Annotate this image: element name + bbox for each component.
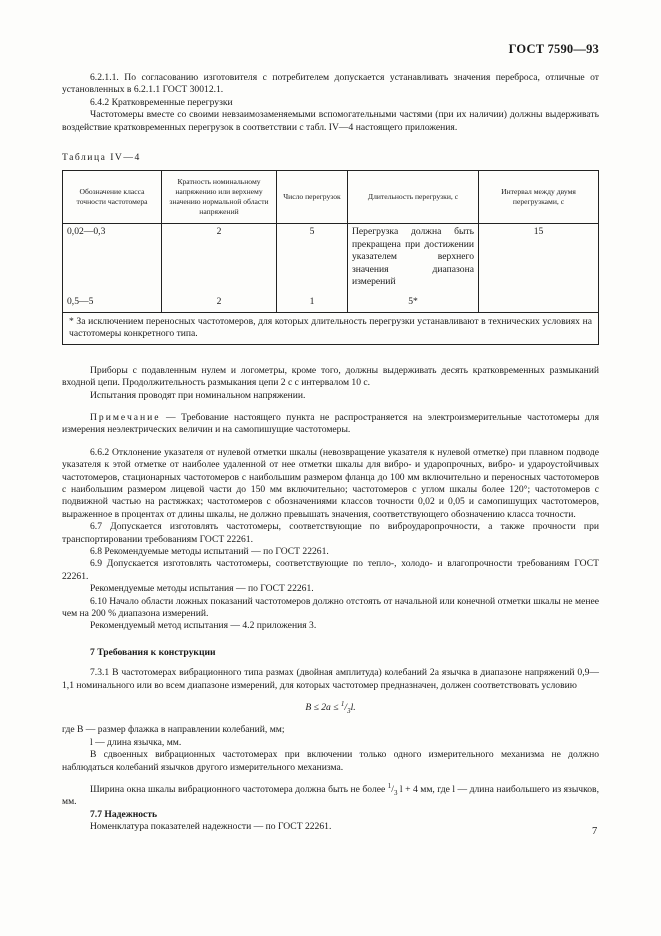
note-label: Примечание — [90, 411, 161, 423]
formula-numerator: 1 — [340, 699, 345, 708]
paragraph-7-7: Номенклатура показателей надежности — по ГОСТ 22261. — [90, 821, 332, 833]
heading-6-4-2: 6.4.2 Кратковременные перегрузки — [90, 96, 233, 108]
cell-count: 1 — [277, 290, 348, 312]
paragraph-test-voltage: Испытания проводят при номинальном напряжении. — [90, 389, 306, 401]
table-footnote-row — [63, 312, 599, 344]
paragraph-window-width: Ширина окна шкалы вибрационного частотомера должна быть не более $^1/_3$ l + 4 мм, где l — длина наибольшего из язычков, мм. — [62, 781, 599, 808]
cell-interval — [479, 290, 599, 312]
table-footnote: * За исключением переносных частотомеров, для которых длительность перегрузки устанавливают в технических условиях на частотомеры конкретного типа. — [63, 312, 599, 344]
formula-right: l. — [350, 702, 356, 714]
note-text: — Требование настоящего пункта не распространяется на электроизмерительные частотомеры для измерения неэлектрических величин и на самопишущие частотомеры. — [62, 411, 599, 436]
where-b: где B — размер флажка в направлении колебаний, мм; — [62, 724, 285, 736]
paragraph-logometers: Приборы с подавленным нулем и логометры, кроме того, должны выдерживать десять кратковременных размыканий входной цепи. Продолжительность размыкания цепи 2 с с интервалом 10 с. — [62, 364, 599, 389]
table-iv-4 — [62, 170, 599, 344]
where-l: l — длина язычка, мм. — [90, 736, 182, 748]
cell-class: 0,02—0,3 — [63, 224, 162, 291]
cell-count: 5 — [277, 224, 348, 291]
paragraph-6-8: 6.8 Рекомендуемые методы испытаний — по ГОСТ 22261. — [90, 545, 329, 557]
formula-left: B ≤ 2a ≤ — [305, 702, 341, 714]
cell-duration: Перегрузка должна быть прекращена при достижении указателем верхнего значения диапазона измерений — [348, 224, 479, 291]
page-number: 7 — [592, 826, 598, 837]
paragraph-double-meters: В сдвоенных вибрационных частотомерах при включении только одного измерительного механизма не должно наблюдаться колебаний язычков другого измерительного механизма. — [62, 749, 599, 773]
table-caption: Таблица IV—4 — [62, 152, 141, 164]
col-multiplicity: Кратность номинальному напряжению или верхнему значению нормальной области напряжений — [162, 171, 277, 224]
formula: $B \le 2a \le ^1/_3l$. — [305, 699, 356, 715]
page-content — [62, 72, 599, 834]
paragraph-6-10-method: Рекомендуемый метод испытания — 4.2 приложения 3. — [90, 620, 317, 632]
col-overload-duration: Длительность перегрузки, с — [348, 171, 479, 224]
cell-multiplicity: 2 — [162, 224, 277, 291]
table-row — [63, 290, 599, 312]
paragraph-6-10: 6.10 Начало области ложных показаний частотомеров должно отстоять от начальной или конечной отметки шкалы не менее чем на 200 % диапазона измерений. — [62, 595, 599, 619]
paragraph-6-2-1-1: 6.2.1.1. По согласованию изготовителя с потребителем допускается устанавливать значения переброса, отличные от установленных в 6.2.1.1 ГОСТ 30012.1. — [62, 72, 599, 96]
width-numerator: 1 — [387, 781, 392, 790]
col-accuracy-class: Обозначение класса точности частотомера — [63, 171, 162, 224]
window-width-a: Ширина окна шкалы вибрационного частотомера должна быть не более — [90, 784, 388, 796]
paragraph-overloads: Частотомеры вместе со своими невзаимозаменяемыми вспомогательными частями (при их наличии) должны выдерживать воздействие кратковременных перегрузок в соответствии с табл. IV—4 настоящего приложения. — [62, 109, 599, 133]
document-header: ГОСТ 7590—93 — [508, 42, 599, 56]
cell-interval: 15 — [479, 224, 599, 291]
note-paragraph — [62, 412, 599, 437]
width-denominator: 3 — [393, 788, 398, 797]
paragraph-6-7: 6.7 Допускается изготовлять частотомеры, соответствующие по виброударопрочности, а также прочности при транспортировании требованиям ГОСТ 22261. — [62, 521, 599, 545]
cell-multiplicity: 2 — [162, 290, 277, 312]
cell-class: 0,5—5 — [63, 290, 162, 312]
window-width-b: l + 4 мм, где l — длина наибольшего из язычков, мм. — [62, 784, 599, 808]
paragraph-6-9: 6.9 Допускается изготовлять частотомеры, соответствующие по тепло-, холодо- и влагопрочности требованиям ГОСТ 22261. — [62, 558, 599, 582]
section-7-title: 7 Требования к конструкции — [90, 646, 216, 658]
col-interval: Интервал между двумя перегрузками, с — [479, 171, 599, 224]
paragraph-6-6-2: 6.6.2 Отклонение указателя от нулевой отметки шкалы (невозвращение указателя к нулевой отметке) при плавном подводе указателя к этой отметке от наиболее удаленной от нее отметки шкалы для вибро- и ударопрочных, вибро- и удароустойчивых частотомеров, стационарных частотомеров с наибольшим размером фланца до 100 мм включительно и переносных частотомеров с наибольшим размером лицевой части до 150 мм включительно; частотомеров с углом шкалы более 120°; частотомеров с подвижной частью на растяжках; частотомеров с обозначениями классов точности 0,02 и 0,05 и самопишущих частотомеров, выраженное в процентах от длины шкалы, не должно превышать значения, соответствующего обозначению класса точности. — [62, 446, 599, 520]
paragraph-6-9-methods: Рекомендуемые методы испытания — по ГОСТ 22261. — [90, 583, 314, 595]
formula-denominator: 3 — [347, 706, 351, 715]
cell-duration: 5* — [348, 290, 479, 312]
col-overload-count: Число перегрузок — [277, 171, 348, 224]
table-row — [63, 224, 599, 291]
paragraph-7-3-1: 7.3.1 В частотомерах вибрационного типа размах (двойная амплитуда) колебаний 2a язычка в диапазоне напряжений 0,9—1,1 номинального или во всем диапазоне измерений, для которых частотомер предназначен, должен соответствовать условию — [62, 667, 599, 691]
heading-7-7: 7.7 Надежность — [90, 808, 158, 820]
